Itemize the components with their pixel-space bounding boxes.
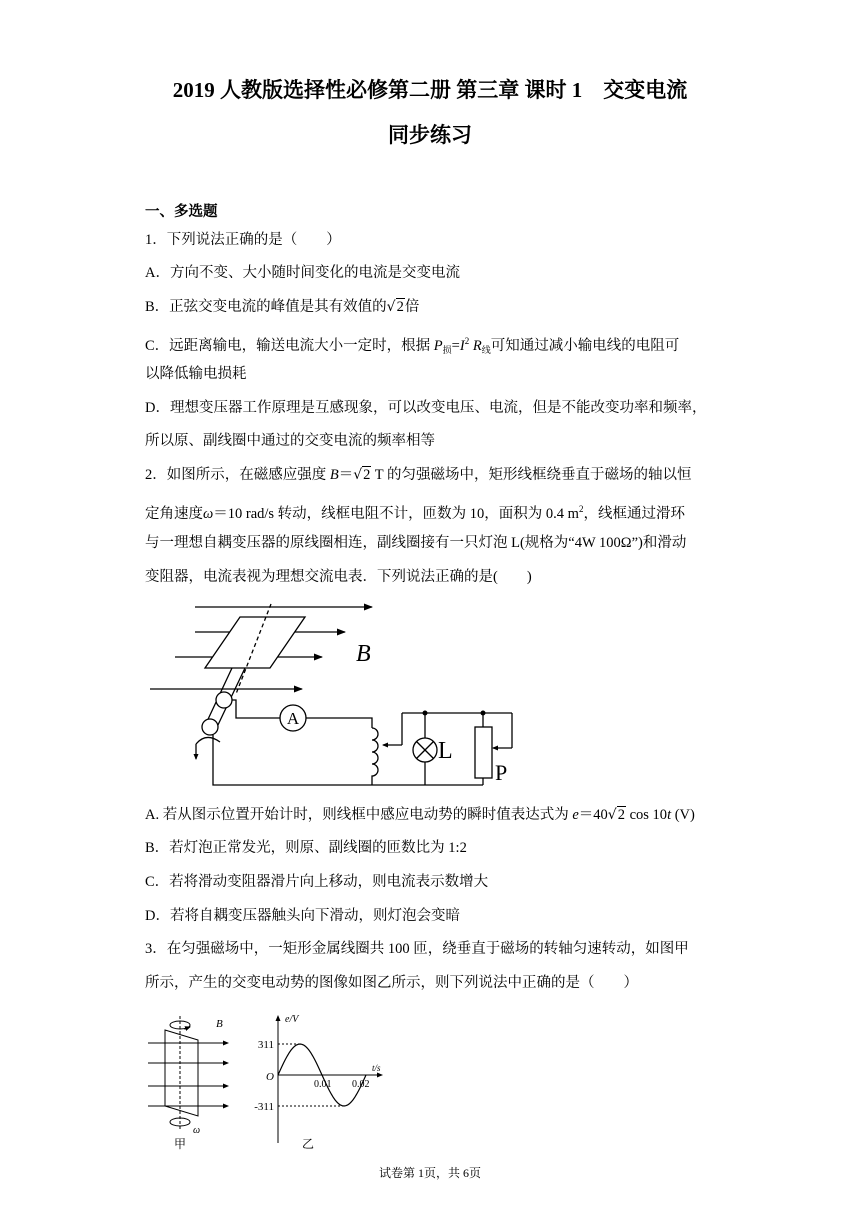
q1-option-d-cont: 所以原、副线圈中通过的交变电流的频率相等	[145, 433, 435, 449]
q2-option-d: D．若将自耦变压器触头向下滑动，则灯泡会变暗	[145, 908, 460, 924]
y-axis-label: e/V	[285, 1014, 299, 1025]
q1-option-a: A．方向不变、大小随时间变化的电流是交变电流	[145, 265, 460, 281]
sqrt: √2	[607, 807, 625, 823]
title-line-2: 同步练习	[388, 123, 472, 147]
sqrt: √2	[386, 299, 404, 315]
slip-ring	[202, 719, 218, 735]
q3-stem-line-2: 所示，产生的交变电动势的图像如图乙所示，则下列说法中正确的是（ ）	[145, 975, 638, 991]
slip-ring	[216, 692, 232, 708]
q2-option-b: B．若灯泡正常发光，则原、副线圈的匝数比为 1:2	[145, 840, 467, 856]
figure-yi-label: 乙	[301, 1137, 315, 1151]
wire	[232, 700, 280, 718]
autotransformer-coil	[372, 728, 378, 785]
wire	[306, 718, 372, 728]
field-label: B	[216, 1018, 223, 1030]
q2-stem-line-1: 2．如图所示，在磁感应强度 B＝√2 T 的匀强磁场中，矩形线框绕垂直于磁场的轴以恒	[145, 467, 692, 483]
q2-option-a: A. 若从图示位置开始计时，则线框中感应电动势的瞬时值表达式为 e＝40√2 cos 10t (V)	[145, 807, 695, 823]
omega-label: ω	[193, 1125, 201, 1136]
q2-stem-line-2: 定角速度ω＝10 rad/s 转动，线框电阻不计，匝数为 10，面积为 0.4 $m^2$，线框通过滑环	[145, 504, 685, 522]
q1-stem: 1．下列说法正确的是（ ）	[145, 232, 341, 248]
field-label: B	[356, 641, 371, 667]
rectangular-coil	[205, 617, 305, 668]
sqrt: √2	[353, 467, 371, 483]
origin-label: O	[266, 1071, 274, 1083]
y-max-label: 311	[257, 1039, 274, 1051]
ammeter-label: A	[286, 709, 300, 728]
q2-stem-line-3: 与一理想自耦变压器的原线圈相连，副线圈接有一只灯泡 L(规格为“4W 100Ω”)和滑动	[145, 535, 687, 551]
q1-option-d: D．理想变压器工作原理是互感现象，可以改变电压、电流，但是不能改变功率和频率，	[145, 400, 707, 416]
q3-stem-line-1: 3．在匀强磁场中，一矩形金属线圈共 100 匝，绕垂直于磁场的转轴匀速转动，如图甲	[145, 941, 689, 957]
rheostat	[475, 727, 492, 778]
junction-dot	[423, 711, 428, 716]
q3-figure	[140, 1008, 400, 1153]
t1-label: 0.01	[314, 1079, 332, 1090]
y-min-label: -311	[254, 1101, 274, 1113]
q2-option-c: C．若将滑动变阻器滑片向上移动，则电流表示数增大	[145, 874, 489, 890]
section-heading: 一、多选题	[145, 204, 218, 220]
q1-option-c-cont: 以降低输电损耗	[145, 366, 247, 382]
q2-stem-line-4: 变阻器，电流表视为理想交流电表．下列说法正确的是( )	[145, 569, 532, 585]
figure-jia-label: 甲	[173, 1137, 187, 1151]
lamp-label: L	[438, 738, 453, 764]
junction-dot	[481, 711, 486, 716]
rheostat-label: P	[495, 760, 508, 785]
q1-option-c: C．远距离输电，输送电流大小一定时，根据 $P_损=I^2$ $R_线$可知通过减小输电线的电阻可	[145, 336, 680, 355]
title-line-1: 2019 人教版选择性必修第二册 第三章 课时 1 交变电流	[172, 78, 688, 102]
q2-figure	[140, 596, 530, 792]
q1-option-b: B．正弦交变电流的峰值是其有效值的√2倍	[145, 299, 420, 315]
t2-label: 0.02	[352, 1079, 370, 1090]
rotation-arrow	[196, 737, 220, 744]
page-footer: 试卷第 1页，共 6页	[378, 1166, 481, 1180]
x-axis-label: t/s	[372, 1063, 381, 1073]
figure-jia	[148, 1016, 228, 1130]
